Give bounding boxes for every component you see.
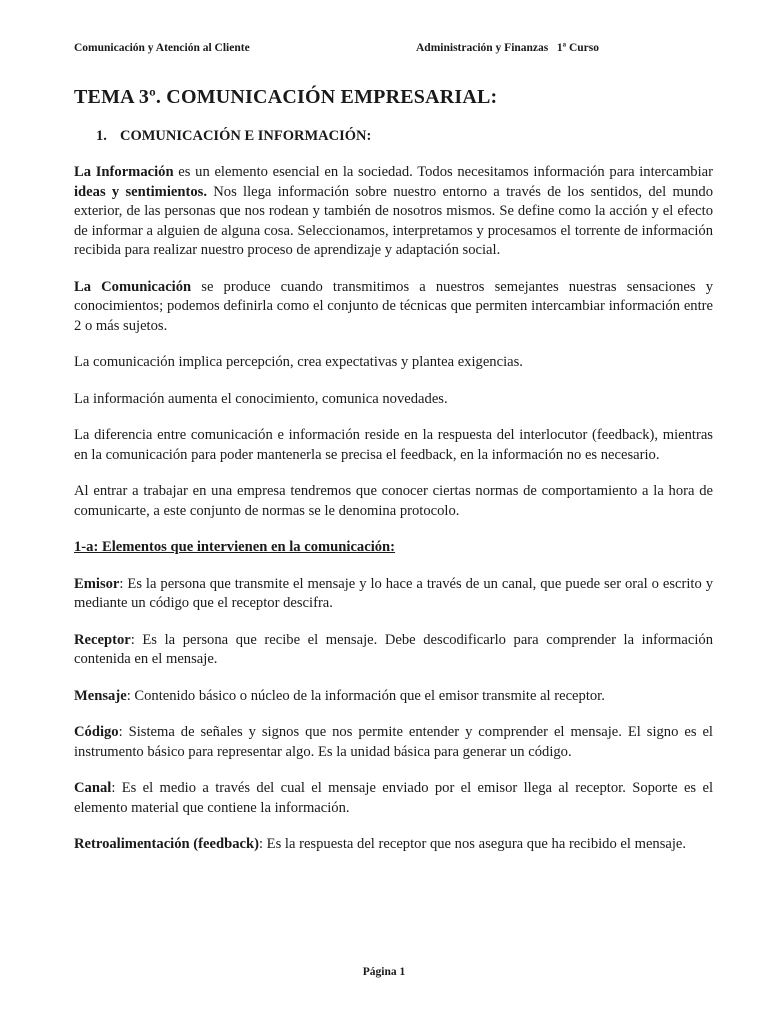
paragraph-informacion xyxy=(74,163,713,261)
paragraph-diferencia: La diferencia entre comunicación e información reside en la respuesta del interlocutor (feedback), mientras en la comunicación para poder mantenerla se precisa el feedback, en la información no es necesario. xyxy=(74,427,713,463)
paragraph-comunicacion xyxy=(74,278,713,337)
element-text: : Contenido básico o núcleo de la información que el emisor transmite al receptor. xyxy=(126,687,605,704)
page-number: Página 1 xyxy=(362,966,406,978)
section-label: COMUNICACIÓN E INFORMACIÓN: xyxy=(120,128,372,144)
element-text: : Sistema de señales y signos que nos permite entender y comprender el mensaje. El signo es el instrumento básico para representar algo. Es la unidad básica para generar un código. xyxy=(74,724,713,760)
running-header xyxy=(74,42,694,58)
element-term: Retroalimentación (feedback) xyxy=(74,836,259,852)
paragraph-text: se produce cuando transmitimos a nuestros semejantes nuestras sensaciones y conocimientos; podemos definirla como el conjunto de técnicas que permiten intercambiar información entre 2 o más sujetos. xyxy=(74,278,713,334)
element-mensaje xyxy=(74,687,713,707)
paragraph-conocimiento: La información aumenta el conocimiento, comunica novedades. xyxy=(74,390,448,407)
document-body xyxy=(74,163,713,872)
paragraph-text: Nos llega información sobre nuestro entorno a través de los sentidos, del mundo exterior, de las personas que nos rodean y también de nosotros mismos. Se define como la acción y el efecto de informar a alguien de alguna cosa. Seleccionamos, interpretamos y procesamos el torrente de información recibida para realizar nuestro proceso de aprendizaje y adaptación social. xyxy=(74,183,713,258)
element-term: Mensaje xyxy=(74,687,127,704)
element-emisor xyxy=(74,575,713,614)
element-codigo xyxy=(74,723,713,762)
element-term: Receptor xyxy=(74,631,131,648)
element-term: Canal xyxy=(74,780,112,796)
element-receptor xyxy=(74,631,713,670)
section-heading xyxy=(96,128,371,145)
term-informacion: La Información xyxy=(74,164,174,180)
term-comunicacion: La Comunicación xyxy=(74,278,192,295)
element-text: : Es la persona que recibe el mensaje. Debe descodificarlo para comprender la información contenida en el mensaje. xyxy=(74,631,713,667)
element-text: : Es la respuesta del receptor que nos asegura que ha recibido el mensaje. xyxy=(258,836,687,852)
paragraph-percepcion: La comunicación implica percepción, crea expectativas y plantea exigencias. xyxy=(74,354,523,370)
header-course-name: Comunicación y Atención al Cliente xyxy=(74,42,250,54)
page-title: TEMA 3º. COMUNICACIÓN EMPRESARIAL: xyxy=(74,86,498,108)
element-retroalimentacion xyxy=(74,835,713,855)
element-text: : Es la persona que transmite el mensaje y lo hace a través de un canal, que puede ser oral o escrito y mediante un código que el receptor descifra. xyxy=(74,575,713,611)
subsection-heading: 1-a: Elementos que intervienen en la comunicación: xyxy=(74,539,396,555)
term-ideas: ideas y sentimientos. xyxy=(74,183,207,200)
element-term: Código xyxy=(74,724,119,740)
element-term: Emisor xyxy=(74,575,120,592)
paragraph-protocolo: Al entrar a trabajar en una empresa tendremos que conocer ciertas normas de comportamiento a la hora de comunicarte, a este conjunto de normas se le denomina protocolo. xyxy=(74,483,713,519)
section-number: 1. xyxy=(96,128,107,144)
element-canal xyxy=(74,779,713,818)
element-text: : Es el medio a través del cual el mensaje enviado por el emisor llega al receptor. Soporte es el elemento material que contiene la información. xyxy=(74,780,713,816)
paragraph-text: es un elemento esencial en la sociedad. Todos necesitamos información para intercambiar xyxy=(173,164,713,180)
header-program: Administración y Finanzas 1ª Curso xyxy=(416,42,599,54)
